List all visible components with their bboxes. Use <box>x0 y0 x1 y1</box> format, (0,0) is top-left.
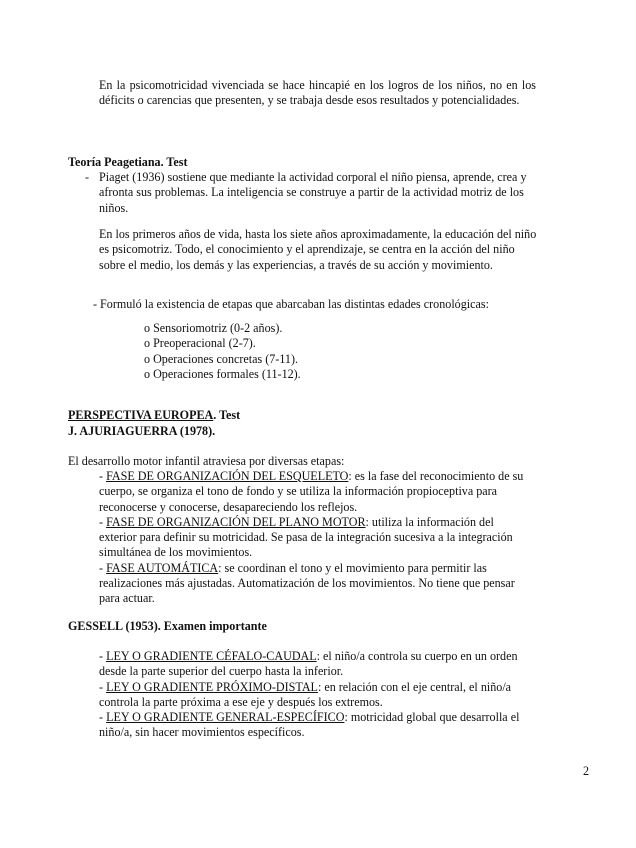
law-dash: - <box>99 679 107 694</box>
stage-item: o Operaciones formales (11-12). <box>144 366 301 381</box>
law-dash: - <box>99 649 107 663</box>
law-title: LEY O GRADIENTE PRÓXIMO-DISTAL <box>106 679 318 694</box>
europea-heading-underlined: PERSPECTIVA EUROPEA <box>68 408 214 422</box>
law-continuation: orden desde la parte superior del cuerpo hasta la inferior. <box>99 649 518 679</box>
phase-item <box>99 469 529 515</box>
phase-title: FASE DE ORGANIZACIÓN DEL PLANO MOTOR <box>106 514 366 529</box>
phase-title: FASE DE ORGANIZACIÓN DEL ESQUELETO <box>106 469 349 483</box>
phase-continuation: de su cuerpo, se organiza el tono de fondo y se utiliza la información propioceptiva para reconocerse y conocerse, desapareciendo los reflejos. <box>99 469 524 514</box>
law-item <box>99 710 529 741</box>
law-line1-rest: : motricidad global que <box>344 710 457 725</box>
europea-heading-rest: . Test <box>213 408 241 422</box>
law-item <box>99 649 529 680</box>
law-item <box>99 680 529 711</box>
law-title: LEY O GRADIENTE CÉFALO-CAUDAL <box>106 649 317 663</box>
gessell-heading: GESSELL (1953). Examen importante <box>68 619 267 633</box>
intro-paragraph: En la psicomotricidad vivenciada se hace hincapié en los logros de los niños, no en los déficits o carencias que presenten, y se trabaja desde esos resultados y potencialidades. <box>99 78 536 108</box>
phase-dash: - <box>99 560 107 575</box>
europea-intro: El desarrollo motor infantil atraviesa por diversas etapas: <box>68 454 345 468</box>
stage-list <box>144 321 301 382</box>
stage-item: o Sensoriomotriz (0-2 años). <box>144 321 283 335</box>
stage-item: o Operaciones concretas (7-11). <box>144 351 299 366</box>
stage-item: o Preoperacional (2-7). <box>144 336 256 351</box>
phase-item <box>99 515 529 561</box>
phase-title: FASE AUTOMÁTICA <box>106 560 219 575</box>
gessell-law-list <box>99 649 529 741</box>
ajuriaguerra-heading: J. AJURIAGUERRA (1978). <box>68 424 216 438</box>
law-continuation: desarrolla el niño/a, sin hacer movimientos específicos. <box>99 710 520 740</box>
law-line1-rest: : el niño/a controla su cuerpo en un <box>316 649 487 663</box>
piaget-heading: Teoría Peagetiana. Test <box>68 155 188 169</box>
phase-continuation: realizaciones más ajustadas. Automatización de los movimientos. No tiene que pensar para actuar. <box>99 576 515 606</box>
piaget-stages-intro: - Formuló la existencia de etapas que abarcaban las distintas edades cronológicas: <box>93 297 489 311</box>
phase-line1-rest: : se coordinan el tono y el movimiento para permitir las <box>218 560 487 575</box>
law-continuation: niño/a controla la parte próxima a ese eje y después los extremos. <box>99 679 512 709</box>
europea-heading <box>68 408 240 423</box>
law-dash: - <box>99 710 107 725</box>
phase-dash: - <box>99 514 107 529</box>
law-line1-rest: : en relación con el eje central, el <box>317 679 478 694</box>
piaget-bullet-dash: - <box>85 170 90 184</box>
phase-line1-rest: : utiliza la información del <box>365 514 494 529</box>
piaget-bullet-text: Piaget (1936) sostiene que mediante la actividad corporal el niño piensa, aprende, crea y afronta sus problemas. La inteligencia se construye a partir de la actividad motriz de los niños. <box>99 170 527 215</box>
phase-list <box>99 469 529 607</box>
law-title: LEY O GRADIENTE GENERAL-ESPECÍFICO <box>106 710 345 725</box>
phase-dash: - <box>99 469 107 483</box>
phase-line1-rest: : es la fase del reconocimiento <box>348 469 496 483</box>
phase-continuation: exterior para definir su motricidad. Se pasa de la integración sucesiva a la integración simultánea de los movimientos. <box>99 530 513 560</box>
piaget-paragraph: En los primeros años de vida, hasta los siete años aproximadamente, la educación del niño es psicomotriz. Todo, el conocimiento y el aprendizaje, se centra en la acción del niño sobre el medio, los demás y las experiencias, a través de su acción y movimiento. <box>99 227 537 272</box>
page-number: 2 <box>583 764 590 778</box>
phase-item <box>99 561 529 607</box>
